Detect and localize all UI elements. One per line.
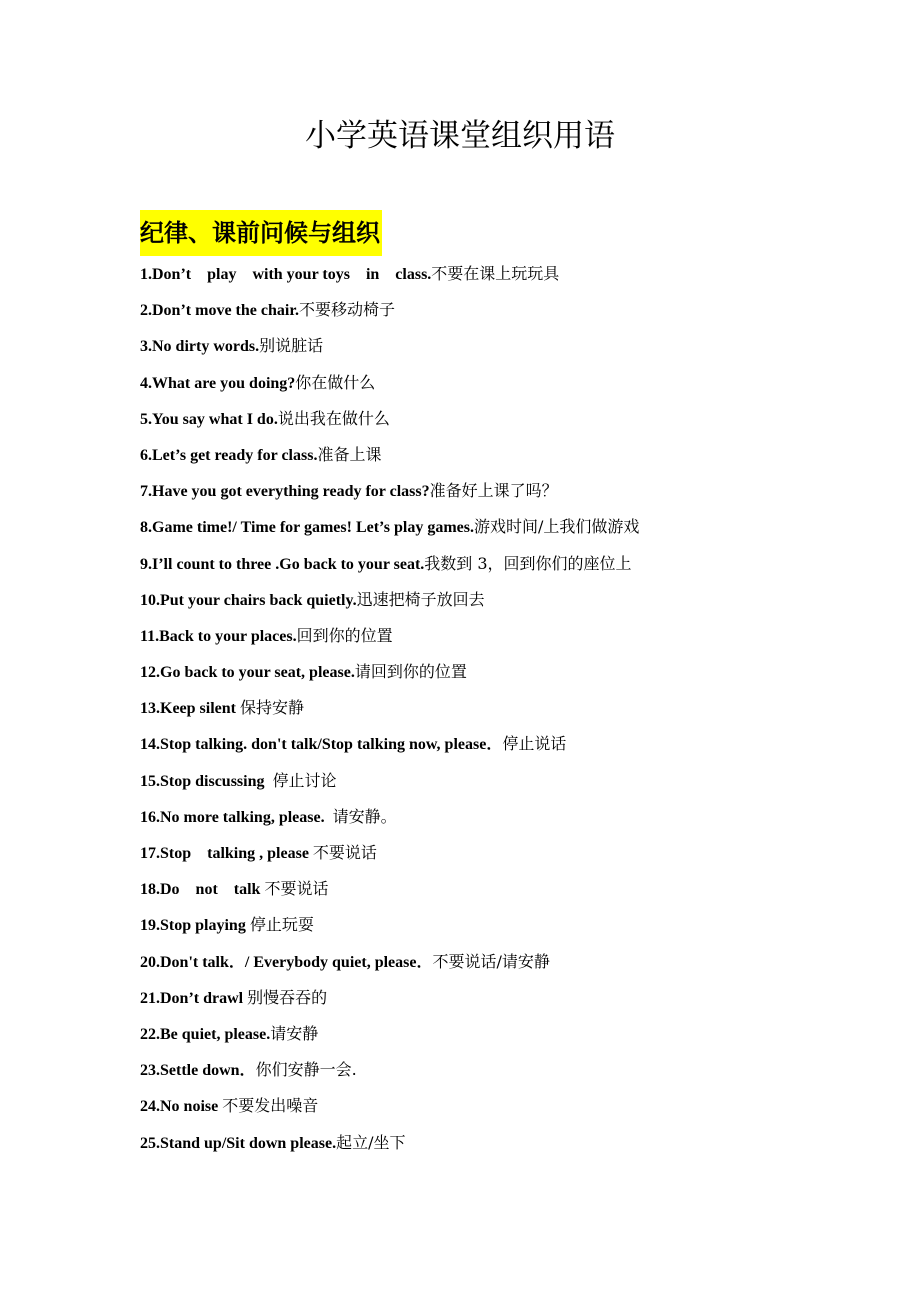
- phrase-english: 22.Be quiet, please.: [140, 1025, 271, 1043]
- list-item: [140, 328, 900, 364]
- list-item: [140, 654, 900, 690]
- list-item: [140, 582, 900, 618]
- list-item: [140, 1088, 900, 1124]
- phrase-chinese: 准备上课: [317, 444, 382, 464]
- phrase-english: 15.Stop discussing: [140, 772, 273, 790]
- phrase-english: 3.No dirty words.: [140, 338, 260, 356]
- phrase-english: 21.Don’t drawl: [140, 989, 248, 1007]
- phrase-english: 16.No more talking, please.: [140, 808, 333, 826]
- phrase-english: 7.Have you got everything ready for class?: [140, 483, 430, 501]
- phrase-english: 12.Go back to your seat, please.: [140, 664, 355, 682]
- phrase-english: 8.Game time!/ Time for games! Let’s play games.: [140, 519, 475, 537]
- phrase-english: 5.You say what I do.: [140, 410, 278, 428]
- phrase-english: 9.I’ll count to three .Go back to your seat.: [140, 555, 425, 573]
- phrase-chinese: 不要在课上玩玩具: [431, 264, 560, 283]
- phrase-english: 20.Don't talk．/ Everybody quiet, please．: [140, 953, 433, 971]
- phrase-chinese: 不要说话: [264, 879, 329, 899]
- list-item: [140, 401, 900, 437]
- list-item: [140, 256, 900, 292]
- phrase-chinese: 迅速把椅子放回去: [356, 589, 485, 609]
- phrase-chinese: 准备好上课了吗？: [429, 481, 558, 501]
- phrase-chinese: 别慢吞吞的: [247, 987, 328, 1007]
- list-item: [140, 1016, 900, 1052]
- document-title: 小学英语课堂组织用语: [305, 118, 615, 154]
- list-item: [140, 546, 900, 582]
- phrase-english: 6.Let’s get ready for class.: [140, 446, 318, 464]
- phrase-chinese: 说出我在做什么: [277, 408, 390, 428]
- list-item: [140, 365, 900, 401]
- phrase-chinese: 别说脏话: [259, 336, 324, 356]
- phrase-chinese: 不要移动椅子: [298, 300, 395, 320]
- phrase-chinese: 保持安静: [240, 698, 305, 718]
- phrase-chinese: 游戏时间/上我们做游戏: [474, 517, 640, 537]
- phrase-chinese: 起立/坐下: [336, 1132, 406, 1152]
- phrase-english: 11.Back to your places.: [140, 627, 297, 645]
- list-item: [140, 437, 900, 473]
- phrase-english: 13.Keep silent: [140, 700, 240, 718]
- phrase-chinese: 请安静: [270, 1023, 319, 1043]
- list-item: [140, 835, 900, 871]
- phrase-chinese: 你在做什么: [295, 372, 376, 392]
- phrase-chinese: 不要发出噪音: [222, 1096, 319, 1116]
- list-item: [140, 618, 900, 654]
- list-item: [140, 509, 900, 545]
- phrase-chinese: 回到你的位置: [296, 625, 393, 645]
- phrase-chinese: 不要说话: [312, 843, 377, 862]
- phrase-chinese: 停止玩耍: [249, 915, 314, 935]
- list-item: [140, 871, 900, 907]
- phrase-list: [140, 256, 900, 1161]
- phrase-chinese: 你们安静一会.: [255, 1060, 357, 1080]
- phrase-chinese: 请安静。: [332, 806, 397, 826]
- list-item: [140, 907, 900, 943]
- list-item: [140, 763, 900, 799]
- list-item: [140, 980, 900, 1016]
- phrase-english: 10.Put your chairs back quietly.: [140, 591, 357, 609]
- list-item: [140, 292, 900, 328]
- phrase-chinese: 停止说话: [502, 734, 567, 754]
- phrase-english: 25.Stand up/Sit down please.: [140, 1134, 337, 1152]
- phrase-english: 18.Do not talk: [140, 881, 265, 899]
- phrase-english: 19.Stop playing: [140, 917, 250, 935]
- list-item: [140, 944, 900, 980]
- phrase-english: 23.Settle down．: [140, 1062, 256, 1080]
- phrase-chinese: 我数到 3，回到你们的座位上: [424, 553, 632, 573]
- phrase-chinese: 请回到你的位置: [354, 662, 467, 682]
- list-item: [140, 726, 900, 762]
- list-item: [140, 799, 900, 835]
- phrase-chinese: 停止讨论: [272, 770, 337, 790]
- phrase-english: 2.Don’t move the chair.: [140, 302, 299, 320]
- phrase-english: 1.Don’t play with your toys in class.: [140, 266, 432, 283]
- phrase-english: 14.Stop talking. don't talk/Stop talking now, please．: [140, 736, 503, 754]
- phrase-english: 17.Stop talking , please: [140, 845, 313, 862]
- section-heading-discipline: 纪律、课前问候与组织: [140, 210, 382, 256]
- phrase-english: 24.No noise: [140, 1098, 223, 1116]
- list-item: [140, 473, 900, 509]
- phrase-english: 4.What are you doing?: [140, 374, 296, 392]
- list-item: [140, 1052, 900, 1088]
- list-item: [140, 1125, 900, 1161]
- list-item: [140, 690, 900, 726]
- phrase-chinese: 不要说话/请安静: [432, 951, 550, 971]
